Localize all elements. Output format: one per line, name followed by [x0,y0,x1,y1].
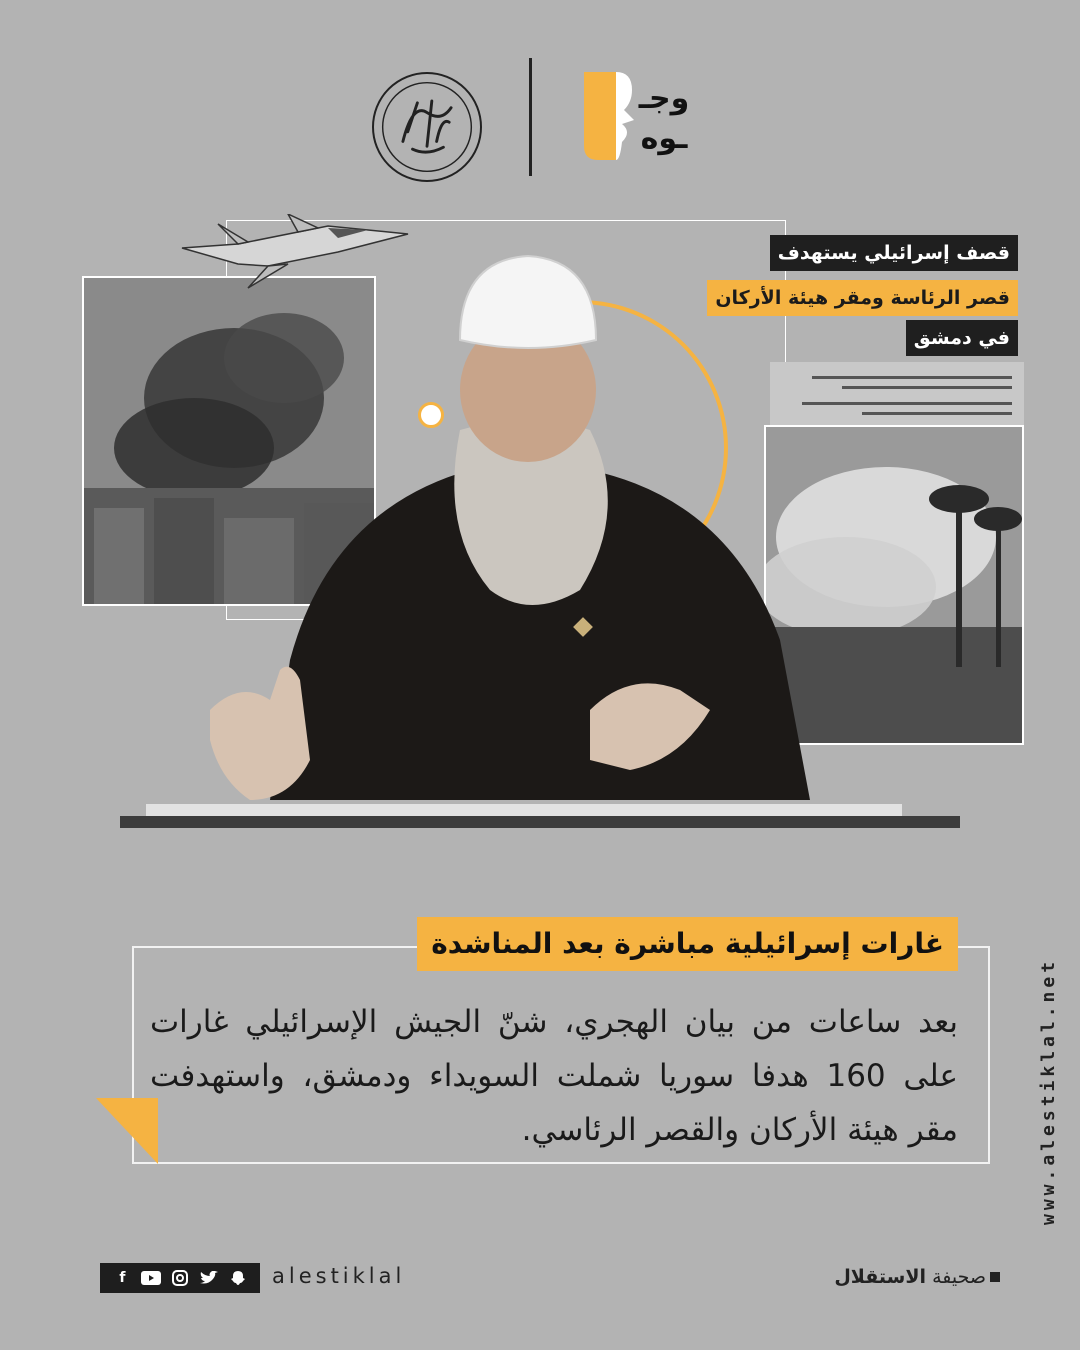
snapchat-icon[interactable] [227,1267,249,1289]
wajh-logo [576,72,696,160]
social-handle[interactable]: alestiklal [272,1264,406,1288]
corner-fold-accent [96,1098,158,1164]
site-url[interactable]: www.alestiklal.net [1038,957,1059,1225]
article-title: غارات إسرائيلية مباشرة بعد المناشدة [417,917,958,971]
seal-logo [372,72,482,182]
header-divider [529,58,532,176]
facebook-icon[interactable]: f [119,1270,126,1286]
paper-name [834,1266,986,1288]
headline-tag-3: في دمشق [906,320,1018,356]
brand-text-top: وجـ [638,81,690,116]
footer-bullet [990,1272,1000,1282]
calligraphy-icon [374,74,480,180]
headline-tag-2: قصر الرئاسة ومقر هيئة الأركان [707,280,1018,316]
paper-name-title: الاستقلال [834,1266,927,1288]
headline-tag-1: قصف إسرائيلي يستهدف [770,235,1018,271]
brand-text-bottom: ـوه [640,121,688,156]
paper-name-prefix: صحيفة [932,1266,986,1288]
youtube-icon[interactable] [140,1267,162,1289]
article-body: بعد ساعات من بيان الهجري، شنّ الجيش الإسرائيلي غارات على 160 هدفا سوريا شملت السويداء ودمشق، واستهدفت مقر هيئة الأركان والقصر الرئاسي. [150,1004,958,1148]
twitter-icon[interactable] [198,1267,220,1289]
social-icons [100,1263,260,1293]
instagram-icon[interactable] [169,1267,191,1289]
cleric-portrait [210,240,850,820]
base-bar-dark [120,816,960,828]
